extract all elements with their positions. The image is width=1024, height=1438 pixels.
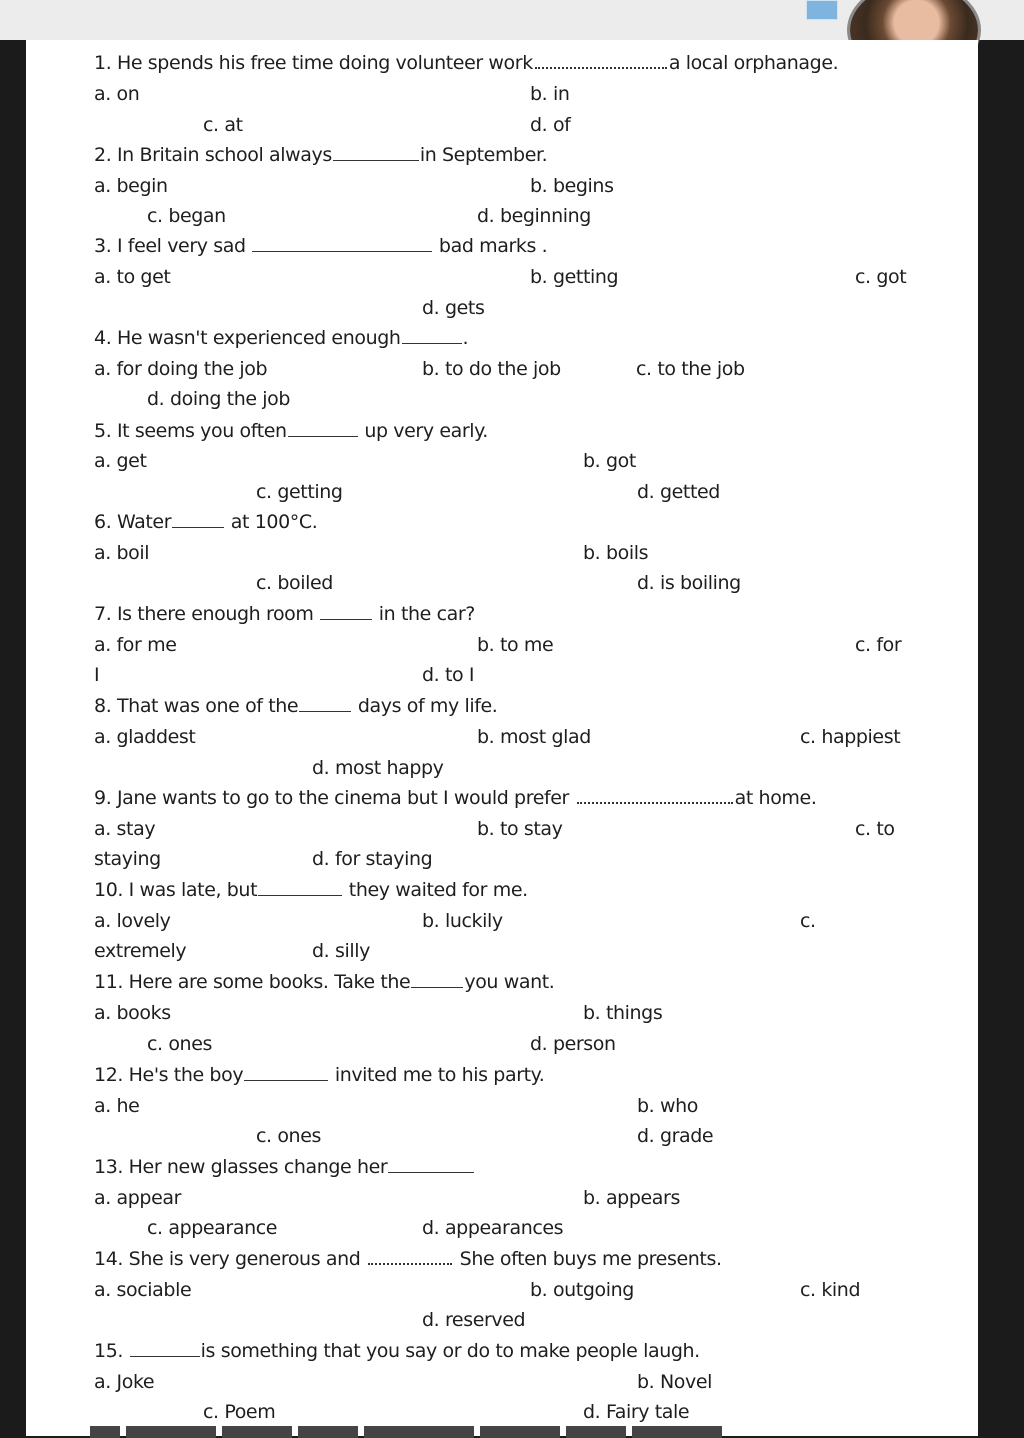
option-d[interactable]: d. grade <box>637 1125 714 1147</box>
option-a[interactable]: a. get <box>94 450 147 472</box>
option-c[interactable]: c. boiled <box>256 572 333 594</box>
option-a[interactable]: a. to get <box>94 266 171 288</box>
worksheet-page <box>26 40 978 1436</box>
option-c[interactable]: c. appearance <box>147 1217 278 1239</box>
option-d[interactable]: d. getted <box>637 481 720 503</box>
answer-blank[interactable] <box>299 696 351 712</box>
option-d[interactable]: d. to I <box>422 664 475 686</box>
question-1: 1. He spends his free time doing volunteer work a local orphanage. <box>94 52 839 74</box>
option-a[interactable]: a. appear <box>94 1187 182 1209</box>
answer-blank[interactable] <box>368 1248 452 1265</box>
question-3: 3. I feel very sad bad marks . <box>94 235 548 257</box>
option-a[interactable]: a. for me <box>94 634 177 656</box>
cut-off-next-line <box>90 1426 740 1438</box>
option-c-continued[interactable]: extremely <box>94 940 187 962</box>
answer-blank[interactable] <box>535 52 667 69</box>
option-b[interactable]: b. to do the job <box>422 358 561 380</box>
option-c[interactable]: c. Poem <box>203 1401 276 1423</box>
answer-blank[interactable] <box>252 236 432 252</box>
option-d[interactable]: d. Fairy tale <box>583 1401 690 1423</box>
option-d[interactable]: d. appearances <box>422 1217 564 1239</box>
option-d[interactable]: d. most happy <box>312 757 444 779</box>
option-b[interactable]: b. getting <box>530 266 619 288</box>
question-6: 6. Water at 100°C. <box>94 511 318 533</box>
option-d[interactable]: d. gets <box>422 297 485 319</box>
option-c[interactable]: c. kind <box>800 1279 861 1301</box>
option-a[interactable]: a. on <box>94 83 140 105</box>
option-b[interactable]: b. appears <box>583 1187 680 1209</box>
option-a[interactable]: a. Joke <box>94 1371 155 1393</box>
option-c[interactable]: c. at <box>203 114 243 136</box>
image-thumbnail-icon[interactable] <box>806 0 838 20</box>
option-b[interactable]: b. begins <box>530 175 614 197</box>
option-d[interactable]: d. is boiling <box>637 572 741 594</box>
option-c[interactable]: c. for <box>855 634 902 656</box>
option-c[interactable]: c. to <box>855 818 895 840</box>
option-b[interactable]: b. things <box>583 1002 663 1024</box>
option-c[interactable]: c. happiest <box>800 726 901 748</box>
option-c[interactable]: c. <box>800 910 816 932</box>
option-d[interactable]: d. for staying <box>312 848 433 870</box>
option-c[interactable]: c. got <box>855 266 907 288</box>
option-d[interactable]: d. reserved <box>422 1309 526 1331</box>
option-b[interactable]: b. in <box>530 83 570 105</box>
option-b[interactable]: b. to stay <box>477 818 563 840</box>
option-c-continued[interactable]: staying <box>94 848 161 870</box>
option-a[interactable]: a. boil <box>94 542 150 564</box>
option-d[interactable]: d. of <box>530 114 571 136</box>
answer-blank[interactable] <box>258 880 342 896</box>
option-a[interactable]: a. lovely <box>94 910 171 932</box>
option-d[interactable]: d. person <box>530 1033 616 1055</box>
option-c[interactable]: c. ones <box>147 1033 212 1055</box>
question-8: 8. That was one of the days of my life. <box>94 695 498 717</box>
option-a[interactable]: a. begin <box>94 175 168 197</box>
question-14: 14. She is very generous and She often buys me presents. <box>94 1248 722 1270</box>
option-b[interactable]: b. most glad <box>477 726 591 748</box>
option-b[interactable]: b. to me <box>477 634 554 656</box>
question-4: 4. He wasn't experienced enough . <box>94 327 469 349</box>
question-12: 12. He's the boy invited me to his party. <box>94 1064 545 1086</box>
option-a[interactable]: a. stay <box>94 818 156 840</box>
option-d[interactable]: d. silly <box>312 940 370 962</box>
answer-blank[interactable] <box>288 421 358 437</box>
option-d[interactable]: d. doing the job <box>147 388 291 410</box>
option-c-continued[interactable]: I <box>94 664 100 686</box>
option-c[interactable]: c. ones <box>256 1125 321 1147</box>
answer-blank[interactable] <box>388 1157 474 1173</box>
question-13: 13. Her new glasses change her <box>94 1156 475 1178</box>
answer-blank[interactable] <box>577 787 733 804</box>
option-b[interactable]: b. who <box>637 1095 698 1117</box>
answer-blank[interactable] <box>320 604 372 620</box>
option-b[interactable]: b. luckily <box>422 910 503 932</box>
option-b[interactable]: b. outgoing <box>530 1279 634 1301</box>
question-5: 5. It seems you often up very early. <box>94 420 488 442</box>
question-11: 11. Here are some books. Take the you want. <box>94 971 555 993</box>
question-7: 7. Is there enough room in the car? <box>94 603 475 625</box>
option-c[interactable]: c. getting <box>256 481 343 503</box>
option-a[interactable]: a. he <box>94 1095 140 1117</box>
option-b[interactable]: b. got <box>583 450 636 472</box>
answer-blank[interactable] <box>411 972 463 988</box>
option-b[interactable]: b. Novel <box>637 1371 712 1393</box>
answer-blank[interactable] <box>172 512 224 528</box>
question-2: 2. In Britain school always in September. <box>94 144 548 166</box>
option-a[interactable]: a. books <box>94 1002 171 1024</box>
answer-blank[interactable] <box>402 328 462 344</box>
option-c[interactable]: c. to the job <box>636 358 745 380</box>
option-b[interactable]: b. boils <box>583 542 649 564</box>
option-a[interactable]: a. for doing the job <box>94 358 268 380</box>
question-15: 15. is something that you say or do to make people laugh. <box>94 1340 700 1362</box>
option-c[interactable]: c. began <box>147 205 226 227</box>
question-9: 9. Jane wants to go to the cinema but I would prefer at home. <box>94 787 817 809</box>
answer-blank[interactable] <box>130 1341 200 1357</box>
answer-blank[interactable] <box>244 1065 328 1081</box>
option-a[interactable]: a. sociable <box>94 1279 192 1301</box>
option-d[interactable]: d. beginning <box>477 205 591 227</box>
option-a[interactable]: a. gladdest <box>94 726 196 748</box>
answer-blank[interactable] <box>333 145 419 161</box>
question-10: 10. I was late, but they waited for me. <box>94 879 528 901</box>
